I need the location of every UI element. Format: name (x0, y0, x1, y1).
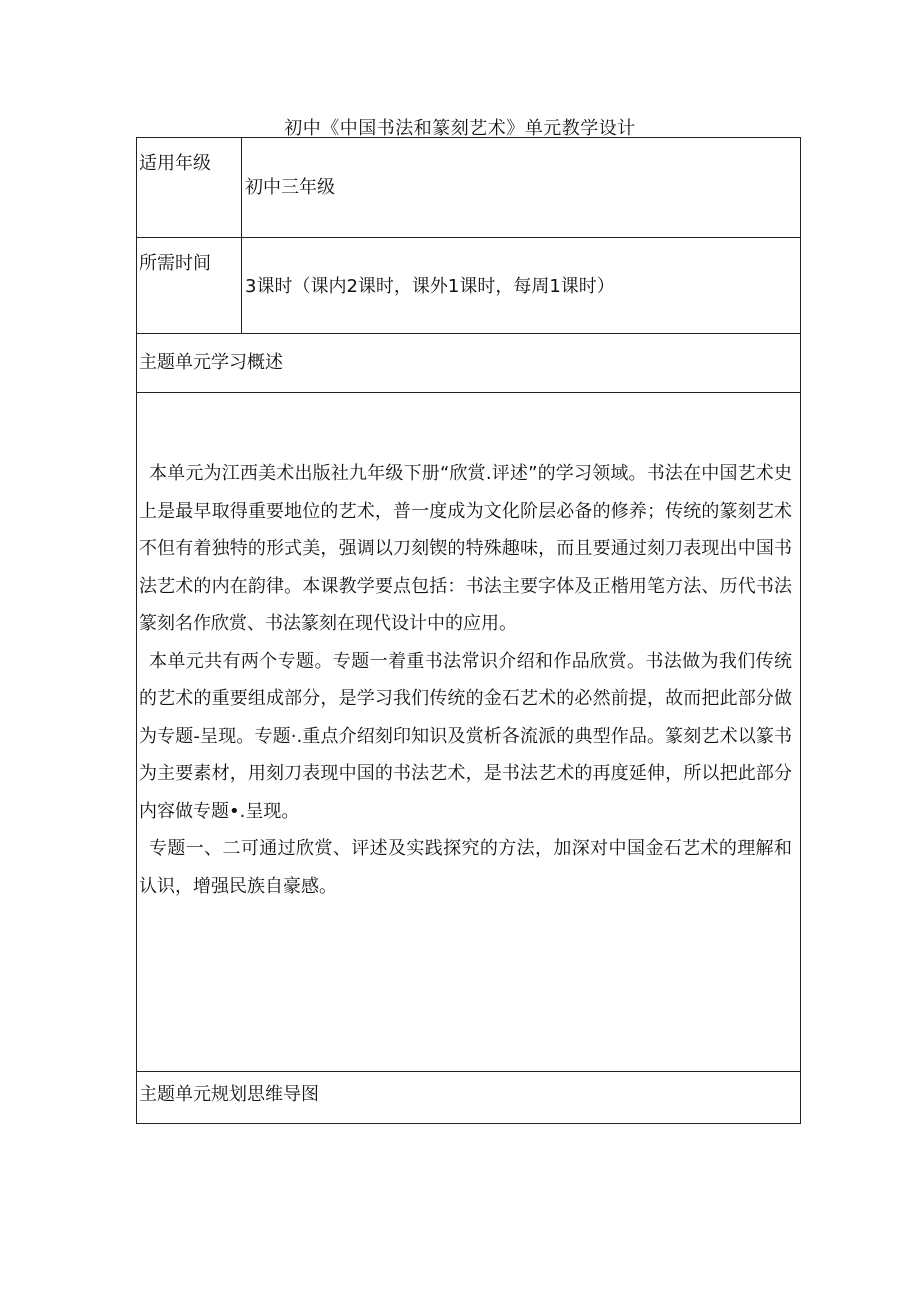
mindmap-heading: 主题单元规划思维导图 (139, 1084, 319, 1105)
overview-heading-row (137, 334, 800, 393)
grade-value: 初中三年级 (245, 176, 335, 198)
overview-text (139, 455, 792, 905)
grade-label: 适用年级 (137, 138, 242, 237)
page-title: 初中《中国书法和篆刻艺术》单元教学设计 (284, 118, 636, 139)
overview-content-row (137, 393, 800, 1072)
overview-paragraph-2: 本单元共有两个专题。专题一着重书法常识介绍和作品欣赏。书法做为我们传统的艺术的重要组成部分，是学习我们传统的金石艺术的必然前提，故而把此部分做为专题-呈现。专题·.重点介绍刻印知识及赏析各流派的典型作品。篆刻艺术以篆书为主要素材，用刻刀表现中国的书法艺术，是书法艺术的再度延伸，所以把此部分内容做专题•.呈现。 (139, 650, 792, 822)
time-label: 所需时间 (137, 238, 242, 333)
unit-design-table (136, 137, 801, 1124)
grade-row (137, 138, 800, 238)
overview-heading: 主题单元学习概述 (139, 352, 283, 373)
overview-paragraph-1: 本单元为江西美术出版社九年级下册“欣赏.评述”的学习领域。书法在中国艺术史上是最早取得重要地位的艺术，普一度成为文化阶层必备的修养；传统的篆刻艺术不但有着独特的形式美，强调以刀刻锲的特殊趣味，而且要通过刻刀表现出中国书法艺术的内在韵律。本课教学要点包括：书法主要字体及正楷用笔方法、历代书法篆刻名作欣赏、书法篆刻在现代设计中的应用。 (139, 463, 792, 634)
mindmap-heading-row (137, 1072, 800, 1123)
time-row (137, 238, 800, 334)
time-value: 3课时（课内2课时，课外1课时，每周1课时） (245, 275, 615, 297)
overview-paragraph-3: 专题一、二可通过欣赏、评述及实践探究的方法，加深对中国金石艺术的理解和认识，增强民族自豪感。 (139, 838, 792, 897)
